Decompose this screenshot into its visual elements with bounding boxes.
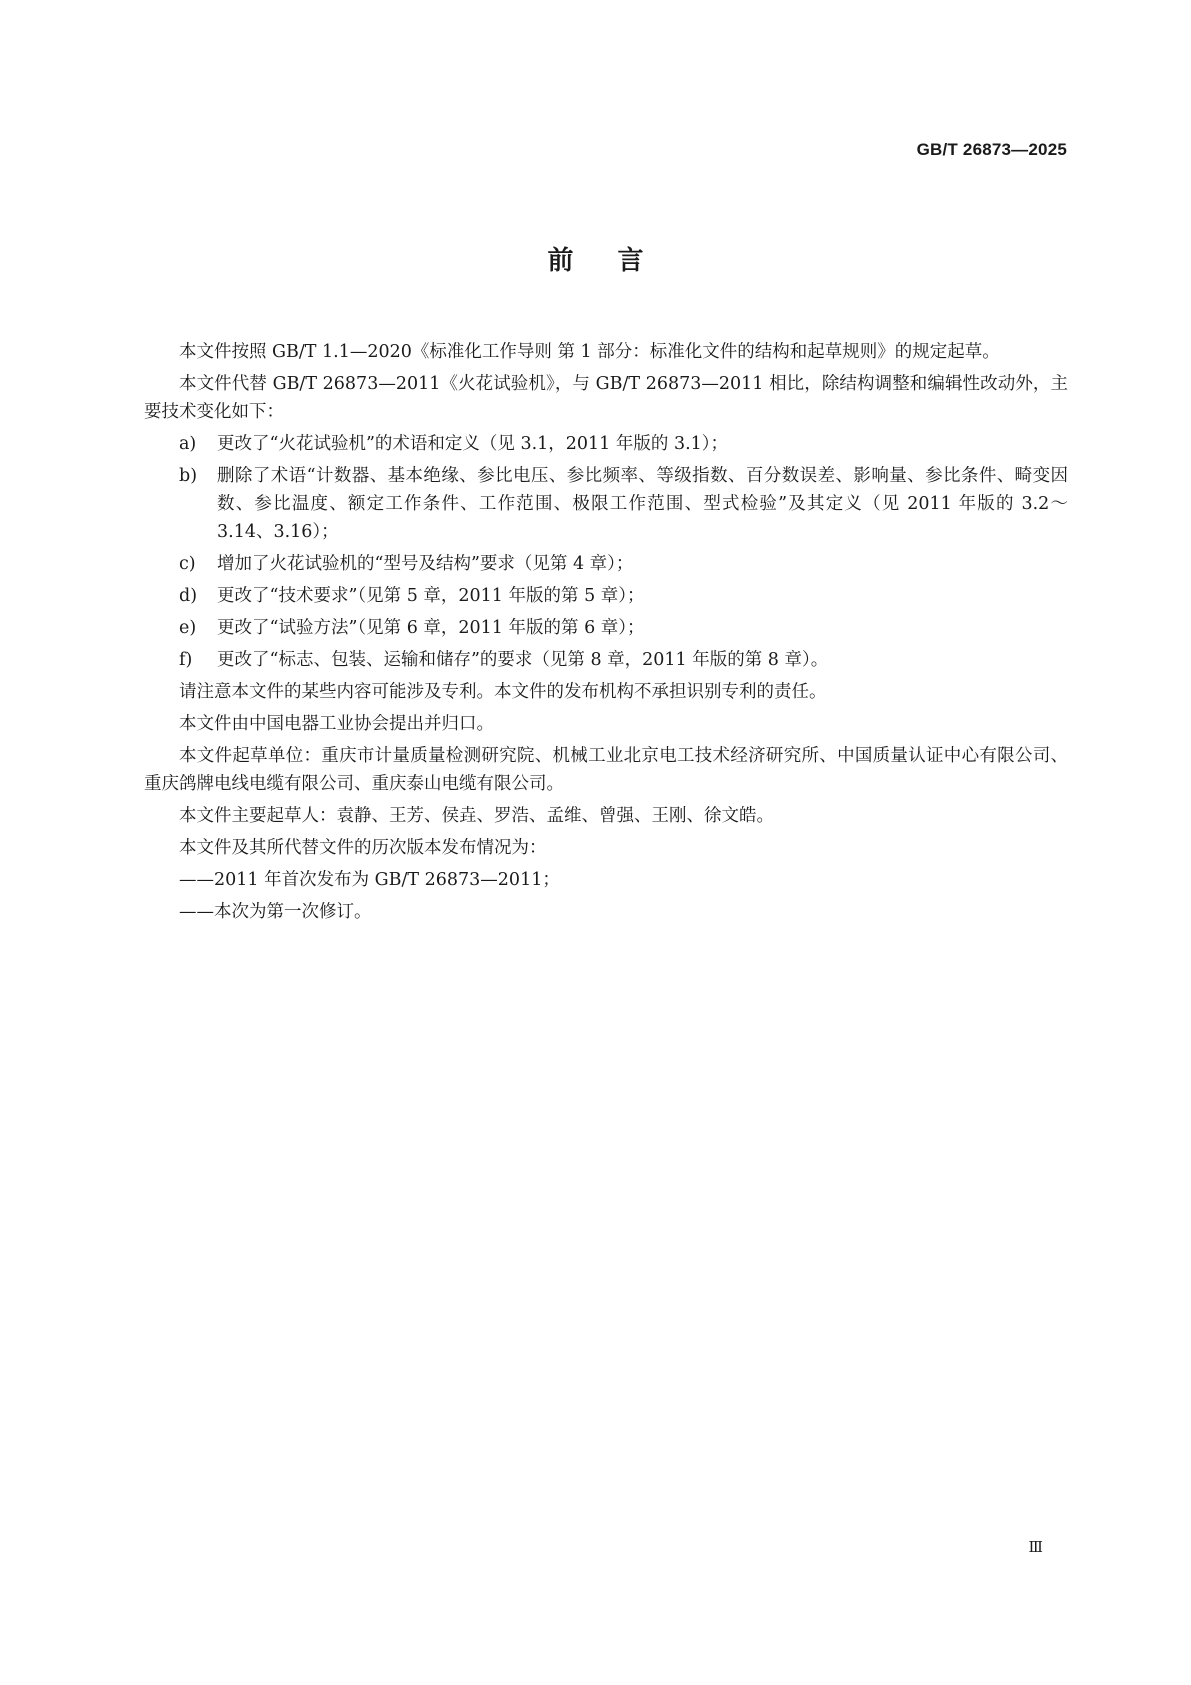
page-number: Ⅲ — [1028, 1538, 1043, 1556]
list-item-text: 更改了“火花试验机”的术语和定义（见 3.1，2011 年版的 3.1）； — [217, 434, 729, 454]
list-item-label: c) — [179, 554, 196, 574]
list-item — [144, 582, 1068, 610]
paragraph-patent-notice: 请注意本文件的某些内容可能涉及专利。本文件的发布机构不承担识别专利的责任。 — [179, 682, 827, 702]
list-item — [144, 430, 1068, 458]
paragraph-drafting-units: 本文件起草单位：重庆市计量质量检测研究院、机械工业北京电工技术经济研究所、中国质量认证中心有限公司、重庆鸽牌电线电缆有限公司、重庆泰山电缆有限公司。 — [144, 746, 1068, 794]
history-item: ——本次为第一次修订。 — [179, 902, 372, 922]
paragraph-replacement: 本文件代替 GB/T 26873—2011《火花试验机》，与 GB/T 26873—2011 相比，除结构调整和编辑性改动外，主要技术变化如下： — [144, 374, 1068, 422]
list-item — [144, 550, 1068, 578]
list-item — [144, 646, 1068, 674]
paragraph-drafters: 本文件主要起草人：袁静、王芳、侯垚、罗浩、孟维、曾强、王刚、徐文皓。 — [179, 806, 774, 826]
foreword-body — [144, 338, 1068, 930]
paragraph-basis: 本文件按照 GB/T 1.1—2020《标准化工作导则 第 1 部分：标准化文件的结构和起草规则》的规定起草。 — [179, 342, 1000, 362]
list-item-text: 删除了术语“计数器、基本绝缘、参比电压、参比频率、等级指数、百分数误差、影响量、参比条件、畸变因数、参比温度、额定工作条件、工作范围、极限工作范围、型式检验”及其定义（见 2011 年版的 3.2～3.14、3.16）； — [217, 466, 1068, 542]
paragraph-history-intro: 本文件及其所代替文件的历次版本发布情况为： — [179, 838, 547, 858]
list-item — [144, 614, 1068, 642]
document-code: GB/T 26873—2025 — [916, 140, 1067, 159]
page-title: 前言 — [547, 246, 688, 276]
list-item-text: 更改了“试验方法”（见第 6 章，2011 年版的第 6 章）； — [217, 618, 645, 638]
list-item-label: a) — [179, 434, 197, 454]
paragraph-proposer: 本文件由中国电器工业协会提出并归口。 — [179, 714, 494, 734]
list-item-text: 增加了火花试验机的“型号及结构”要求（见第 4 章）； — [217, 554, 634, 574]
list-item-text: 更改了“标志、包装、运输和储存”的要求（见第 8 章，2011 年版的第 8 章）。 — [217, 650, 829, 670]
list-item-label: f) — [179, 650, 193, 670]
list-item-text: 更改了“技术要求”（见第 5 章，2011 年版的第 5 章）； — [217, 586, 645, 606]
list-item-label: e) — [179, 618, 197, 638]
list-item-label: d) — [179, 586, 198, 606]
list-item-label: b) — [179, 466, 198, 486]
list-item — [144, 462, 1068, 546]
history-item: ——2011 年首次发布为 GB/T 26873—2011； — [179, 870, 560, 890]
